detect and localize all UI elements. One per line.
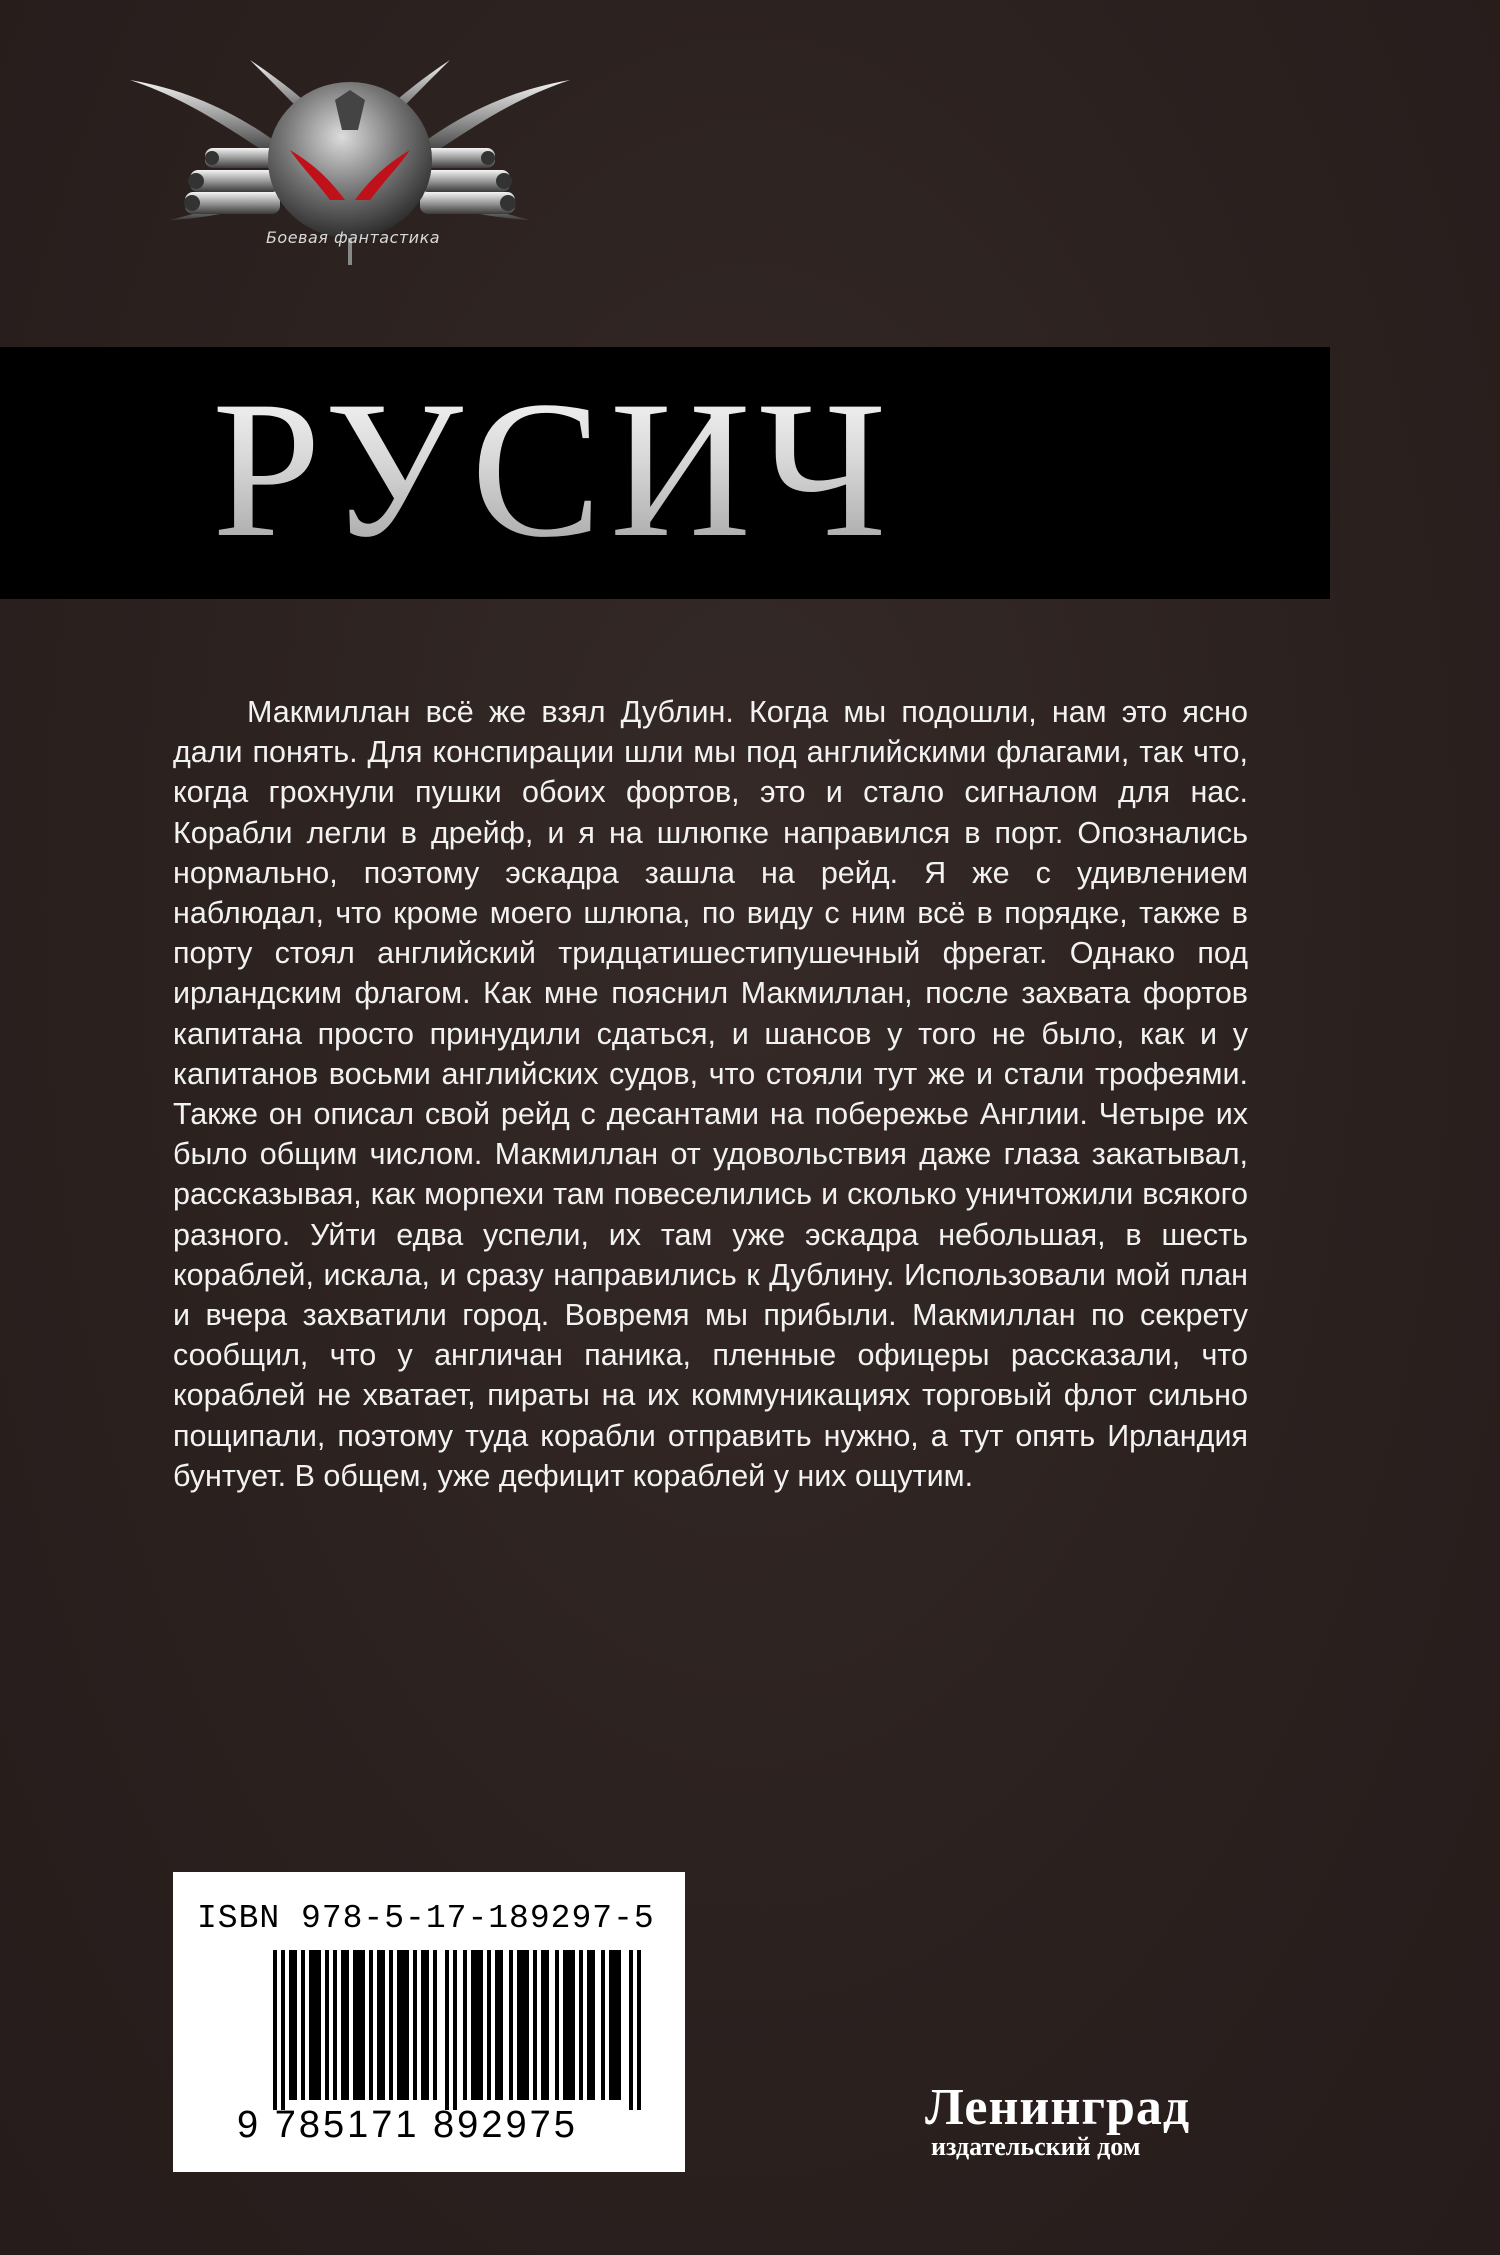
publisher-logo	[925, 2080, 1265, 2170]
publisher-subtitle: издательский дом	[931, 2132, 1141, 2161]
series-caption: Боевая фантастика	[265, 228, 441, 247]
barcode-icon	[273, 1950, 643, 2110]
book-annotation: Макмиллан всё же взял Дублин. Когда мы подошли, нам это ясно дали понять. Для конспирации шли мы под английскими флагами, так что, когда грохнули пушки обоих фортов, это и стало сигналом для нас. Корабли легли в дрейф, и я на шлюпке направился в порт. Опознались нормально, поэтому эскадра зашла на рейд. Я же с удивлением наблюдал, что кроме моего шлюпа, по виду с ним всё в порядке, также в порту стоял английский тридцатишестипушечный фрегат. Однако под ирландским флагом. Как мне пояснил Макмиллан, после захвата фортов капитана просто принудили сдаться, и шансов у того не было, как и у капитанов восьми английских судов, что стояли тут же и стали трофеями. Также он описал свой рейд с десантами на побережье Англии. Четыре их было общим числом. Макмиллан от удовольствия даже глаза закатывал, рассказывая, как морпехи там повеселились и сколько уничтожили всякого разного. Уйти едва успели, их там уже эскадра небольшая, в шесть кораблей, искала, и сразу направились к Дублину. Использовали мой план и вчера захватили город. Вовремя мы прибыли. Макмиллан по секрету сообщил, что у англичан паника, пленные офицеры рассказали, что кораблей не хватает, пираты на их коммуникациях торговый флот сильно пощипали, поэтому туда корабли отправить нужно, а тут опять Ирландия бунтует. В общем, уже дефицит кораблей у них ощутим.	[173, 695, 1248, 1493]
publisher-name: Ленинград	[925, 2079, 1191, 2136]
book-title: РУСИЧ	[212, 361, 895, 578]
isbn-barcode-block	[173, 1872, 685, 2172]
ean-digits: 9 785171 892975	[237, 2104, 578, 2146]
isbn-label: ISBN 978-5-17-189297-5	[197, 1900, 655, 1937]
